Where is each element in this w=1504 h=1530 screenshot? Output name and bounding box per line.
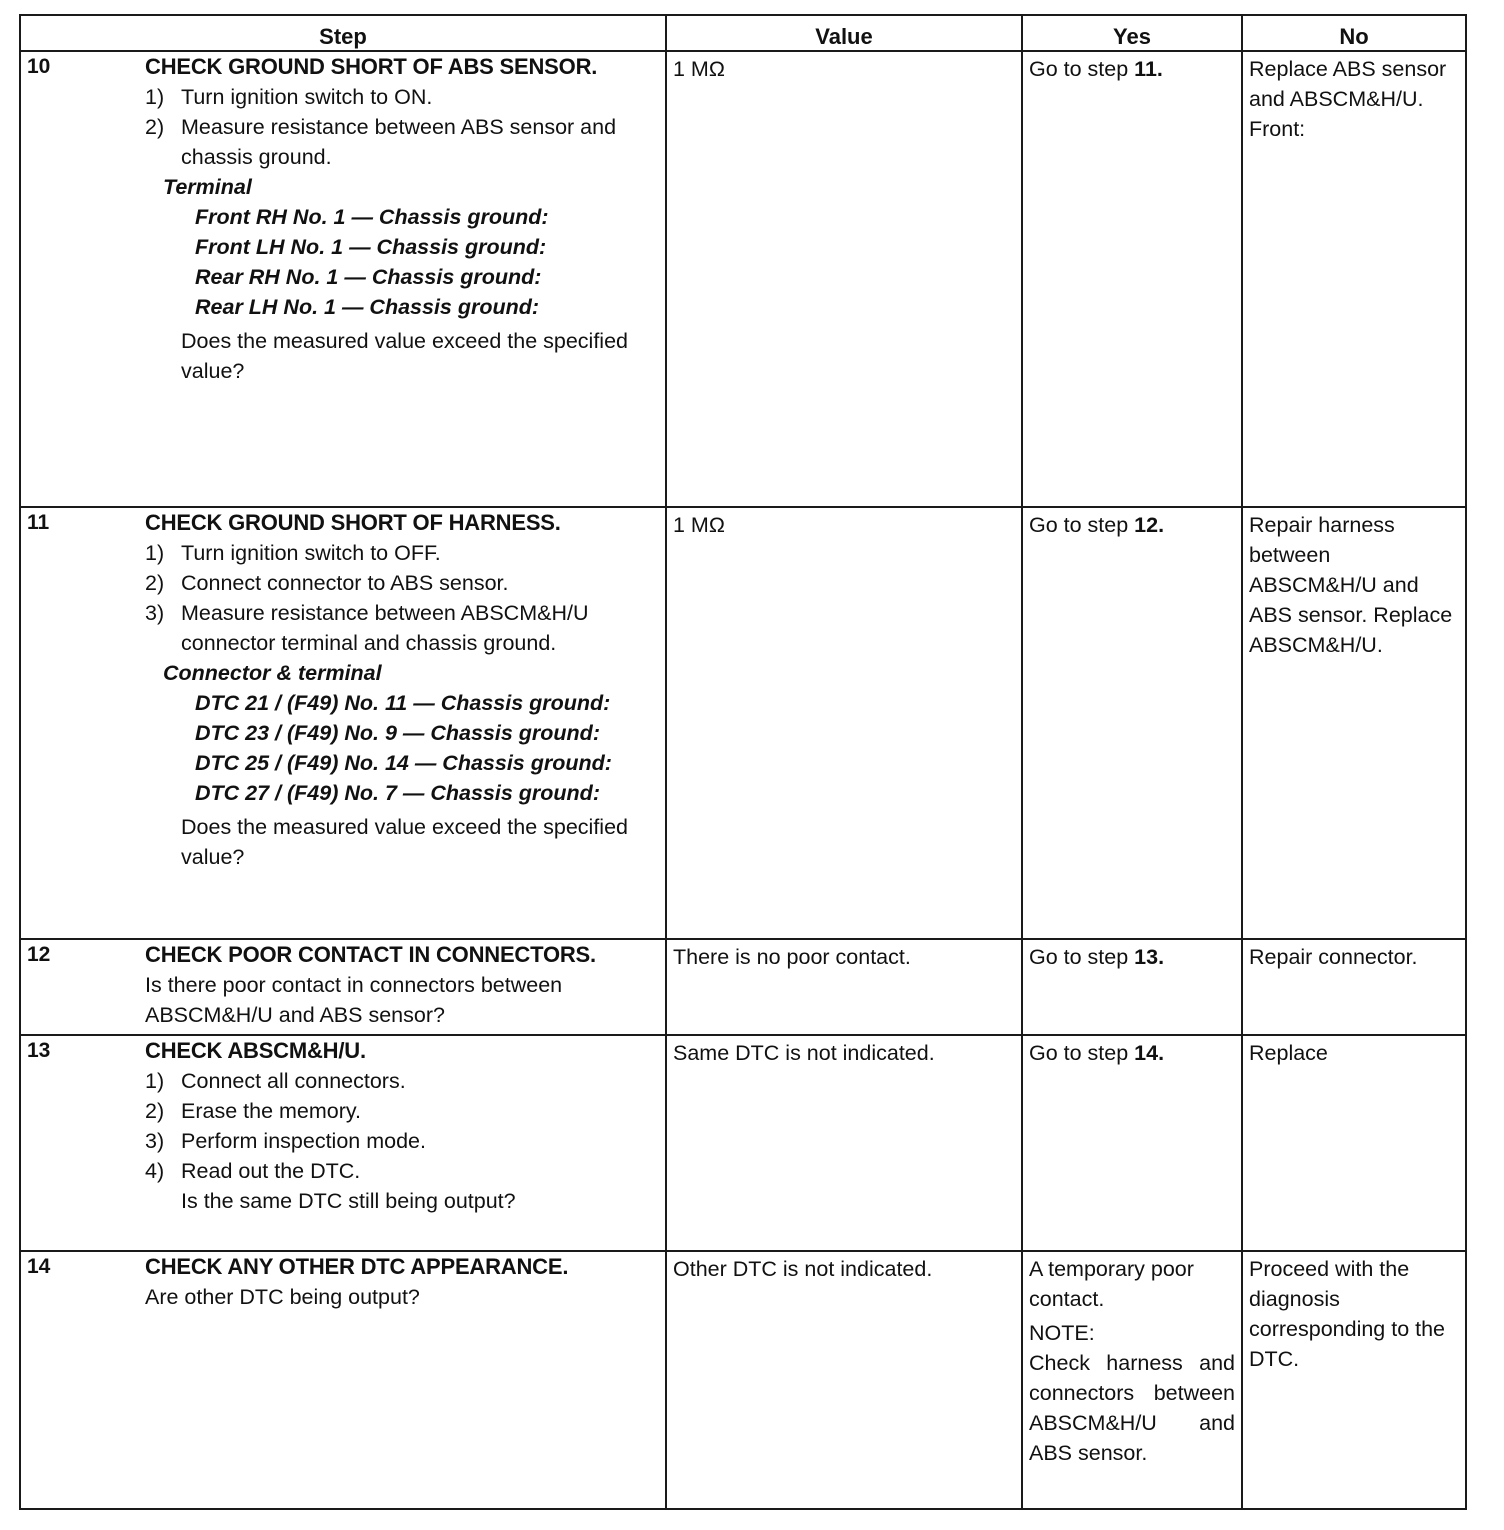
step-number: 13 [27, 1039, 51, 1062]
terminal-item: Rear LH No. 1 — Chassis ground: [195, 295, 540, 319]
header-no: No [1242, 15, 1466, 51]
table-row [20, 939, 1466, 1035]
table-row [20, 507, 1466, 939]
step-cell [20, 507, 666, 939]
step-title: CHECK POOR CONTACT IN CONNECTORS. [145, 942, 596, 967]
list-item: 2) Connect connector to ABS sensor. [145, 571, 509, 595]
terminal-item: DTC 21 / (F49) No. 11 — Chassis ground: [195, 691, 611, 715]
terminal-heading: Terminal [163, 175, 252, 199]
step-question: Does the measured value exceed the specified value? [181, 815, 628, 869]
step-cell [20, 1251, 666, 1509]
no-cell [1242, 507, 1466, 939]
yes-step-link: 13. [1134, 945, 1165, 969]
table-row [20, 1251, 1466, 1509]
yes-step-link: 11. [1134, 57, 1163, 81]
step-question: Is the same DTC still being output? [181, 1189, 516, 1213]
yes-step-link: 14. [1134, 1041, 1165, 1065]
header-row [20, 15, 1466, 51]
note-text: Check harness and connectors between ABSCM&H/U and ABS sensor. [1029, 1351, 1235, 1465]
list-item: 1) Turn ignition switch to ON. [145, 85, 433, 109]
value-text: There is no poor contact. [673, 945, 911, 969]
step-title: CHECK GROUND SHORT OF ABS SENSOR. [145, 54, 598, 79]
yes-step-link: 12. [1134, 513, 1165, 537]
yes-text: Go to step 14. [1029, 1041, 1165, 1065]
list-item: 2) Measure resistance between ABS sensor and chassis ground. [145, 115, 617, 169]
table-row [20, 1035, 1466, 1251]
value-cell [666, 1251, 1022, 1509]
no-cell [1242, 939, 1466, 1035]
value-cell [666, 939, 1022, 1035]
step-title: CHECK ANY OTHER DTC APPEARANCE. [145, 1254, 569, 1279]
step-number: 12 [27, 943, 51, 966]
header-yes: Yes [1022, 15, 1242, 51]
list-item: 3) Perform inspection mode. [145, 1129, 426, 1153]
step-number: 14 [27, 1255, 51, 1278]
no-cell [1242, 51, 1466, 507]
step-title: CHECK GROUND SHORT OF HARNESS. [145, 510, 561, 535]
no-text: Repair harness between ABSCM&H/U and ABS sensor. Replace ABSCM&H/U. [1249, 513, 1453, 657]
no-cell [1242, 1035, 1466, 1251]
note-label: NOTE: [1029, 1321, 1095, 1345]
list-item: 1) Connect all connectors. [145, 1069, 406, 1093]
yes-cell [1022, 1251, 1242, 1509]
list-item: 2) Erase the memory. [145, 1099, 362, 1123]
step-question: Are other DTC being output? [145, 1285, 420, 1309]
value-cell [666, 51, 1022, 507]
no-text: Repair connector. [1249, 945, 1418, 969]
terminal-item: Rear RH No. 1 — Chassis ground: [195, 265, 542, 289]
no-cell [1242, 1251, 1466, 1509]
step-number: 11 [27, 511, 50, 534]
terminal-item: DTC 25 / (F49) No. 14 — Chassis ground: [195, 751, 612, 775]
table-row [20, 51, 1466, 507]
value-text: 1 MΩ [673, 513, 725, 537]
value-text: Other DTC is not indicated. [673, 1257, 933, 1281]
no-text: Replace [1249, 1041, 1328, 1065]
yes-text: Go to step 13. [1029, 945, 1165, 969]
header-step: Step [20, 15, 666, 51]
terminal-item: DTC 23 / (F49) No. 9 — Chassis ground: [195, 721, 600, 745]
yes-cell [1022, 507, 1242, 939]
terminal-heading: Connector & terminal [163, 661, 382, 685]
list-item: 1) Turn ignition switch to OFF. [145, 541, 441, 565]
diagnosis-table [19, 14, 1467, 1510]
no-text: Proceed with the diagnosis corresponding to the DTC. [1249, 1257, 1446, 1371]
step-cell [20, 1035, 666, 1251]
step-question: Does the measured value exceed the specified value? [181, 329, 628, 383]
terminal-item: Front RH No. 1 — Chassis ground: [195, 205, 549, 229]
step-title: CHECK ABSCM&H/U. [145, 1038, 366, 1063]
list-item: 3) Measure resistance between ABSCM&H/U connector terminal and chassis ground. [145, 601, 589, 655]
step-cell [20, 939, 666, 1035]
yes-cell [1022, 939, 1242, 1035]
terminal-item: Front LH No. 1 — Chassis ground: [195, 235, 547, 259]
value-text: 1 MΩ [673, 57, 725, 81]
yes-cell [1022, 51, 1242, 507]
step-number: 10 [27, 55, 51, 78]
step-cell [20, 51, 666, 507]
yes-cell [1022, 1035, 1242, 1251]
terminal-item: DTC 27 / (F49) No. 7 — Chassis ground: [195, 781, 600, 805]
yes-text: Go to step 12. [1029, 513, 1165, 537]
no-text: Replace ABS sensor and ABSCM&H/U. Front: [1249, 57, 1447, 141]
value-cell [666, 1035, 1022, 1251]
yes-text: Go to step 11. [1029, 57, 1163, 81]
step-question: Is there poor contact in connectors between ABSCM&H/U and ABS sensor? [145, 973, 563, 1027]
value-text: Same DTC is not indicated. [673, 1041, 935, 1065]
list-item: 4) Read out the DTC. [145, 1159, 361, 1183]
header-value: Value [666, 15, 1022, 51]
value-cell [666, 507, 1022, 939]
yes-text: A temporary poor contact. [1029, 1257, 1194, 1311]
